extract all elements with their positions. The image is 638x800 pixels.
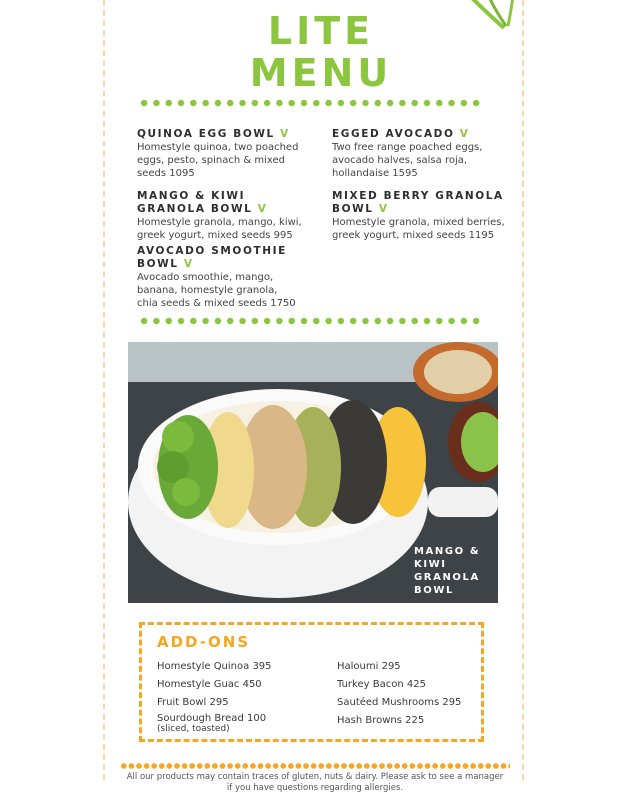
addon-item: Hash Browns 225 bbox=[337, 715, 425, 726]
green-dot-divider-top bbox=[138, 99, 484, 107]
addon-item: Sautéed Mushrooms 295 bbox=[337, 697, 462, 708]
vegetarian-mark: V bbox=[257, 203, 268, 215]
vegetarian-mark: V bbox=[459, 128, 470, 140]
addon-item: Homestyle Guac 450 bbox=[157, 679, 262, 690]
item-name: MANGO & KIWI GRANOLA BOWL bbox=[137, 190, 253, 215]
menu-item-egged-avocado bbox=[332, 128, 512, 180]
green-dot-divider-bottom bbox=[138, 317, 484, 325]
addon-item bbox=[157, 713, 266, 734]
title-line-1: LITE bbox=[267, 9, 375, 53]
item-name: AVOCADO SMOOTHIE BOWL bbox=[137, 245, 287, 270]
footer-line-1: All our products may contain traces of gluten, nuts & dairy. Please ask to see a manager bbox=[126, 772, 504, 782]
addon-text: Sourdough Bread 100 bbox=[157, 713, 267, 724]
item-description: Homestyle granola, mango, kiwi, greek yogurt, mixed seeds 995 bbox=[137, 217, 302, 241]
vegetarian-mark: V bbox=[280, 128, 290, 140]
menu-item-mixed-berry-granola-bowl bbox=[332, 190, 512, 242]
addons-title: ADD-ONS bbox=[157, 633, 251, 651]
vegetarian-mark: V bbox=[183, 258, 194, 270]
leaf-decoration-icon bbox=[458, 0, 538, 34]
addon-item: Haloumi 295 bbox=[337, 661, 401, 672]
menu-item-avocado-smoothie-bowl bbox=[137, 245, 297, 310]
right-dashed-border bbox=[522, 0, 524, 780]
addon-item: Homestyle Quinoa 395 bbox=[157, 661, 272, 672]
item-description: Homestyle quinoa, two poached eggs, pesto, spinach & mixed seeds 1095 bbox=[137, 142, 299, 179]
food-photo bbox=[128, 342, 498, 603]
item-description: Two free range poached eggs, avocado halves, salsa roja, hollandaise 1595 bbox=[332, 142, 483, 179]
allergy-footer bbox=[110, 772, 520, 794]
addon-item: Turkey Bacon 425 bbox=[337, 679, 426, 690]
menu-item-quinoa-egg-bowl bbox=[137, 128, 317, 180]
item-description: Homestyle granola, mixed berries, greek yogurt, mixed seeds 1195 bbox=[332, 217, 505, 241]
title-line-2: MENU bbox=[249, 51, 393, 95]
menu-item-mango-kiwi-granola-bowl bbox=[137, 190, 312, 242]
footer-line-2: if you have questions regarding allergies. bbox=[226, 783, 404, 793]
item-name: MIXED BERRY GRANOLA BOWL bbox=[332, 190, 504, 215]
item-description: Avocado smoothie, mango, banana, homestyle granola, chia seeds & mixed seeds 1750 bbox=[137, 272, 296, 309]
addon-note: (sliced, toasted) bbox=[157, 724, 230, 734]
item-name: QUINOA EGG BOWL bbox=[137, 128, 275, 140]
orange-dot-divider bbox=[120, 762, 510, 770]
vegetarian-mark: V bbox=[378, 203, 389, 215]
photo-caption: MANGO & KIWI GRANOLA BOWL bbox=[414, 546, 481, 596]
addon-item: Fruit Bowl 295 bbox=[157, 697, 229, 708]
item-name: EGGED AVOCADO bbox=[332, 128, 455, 140]
addons-box bbox=[139, 622, 484, 742]
left-dashed-border bbox=[103, 0, 105, 780]
